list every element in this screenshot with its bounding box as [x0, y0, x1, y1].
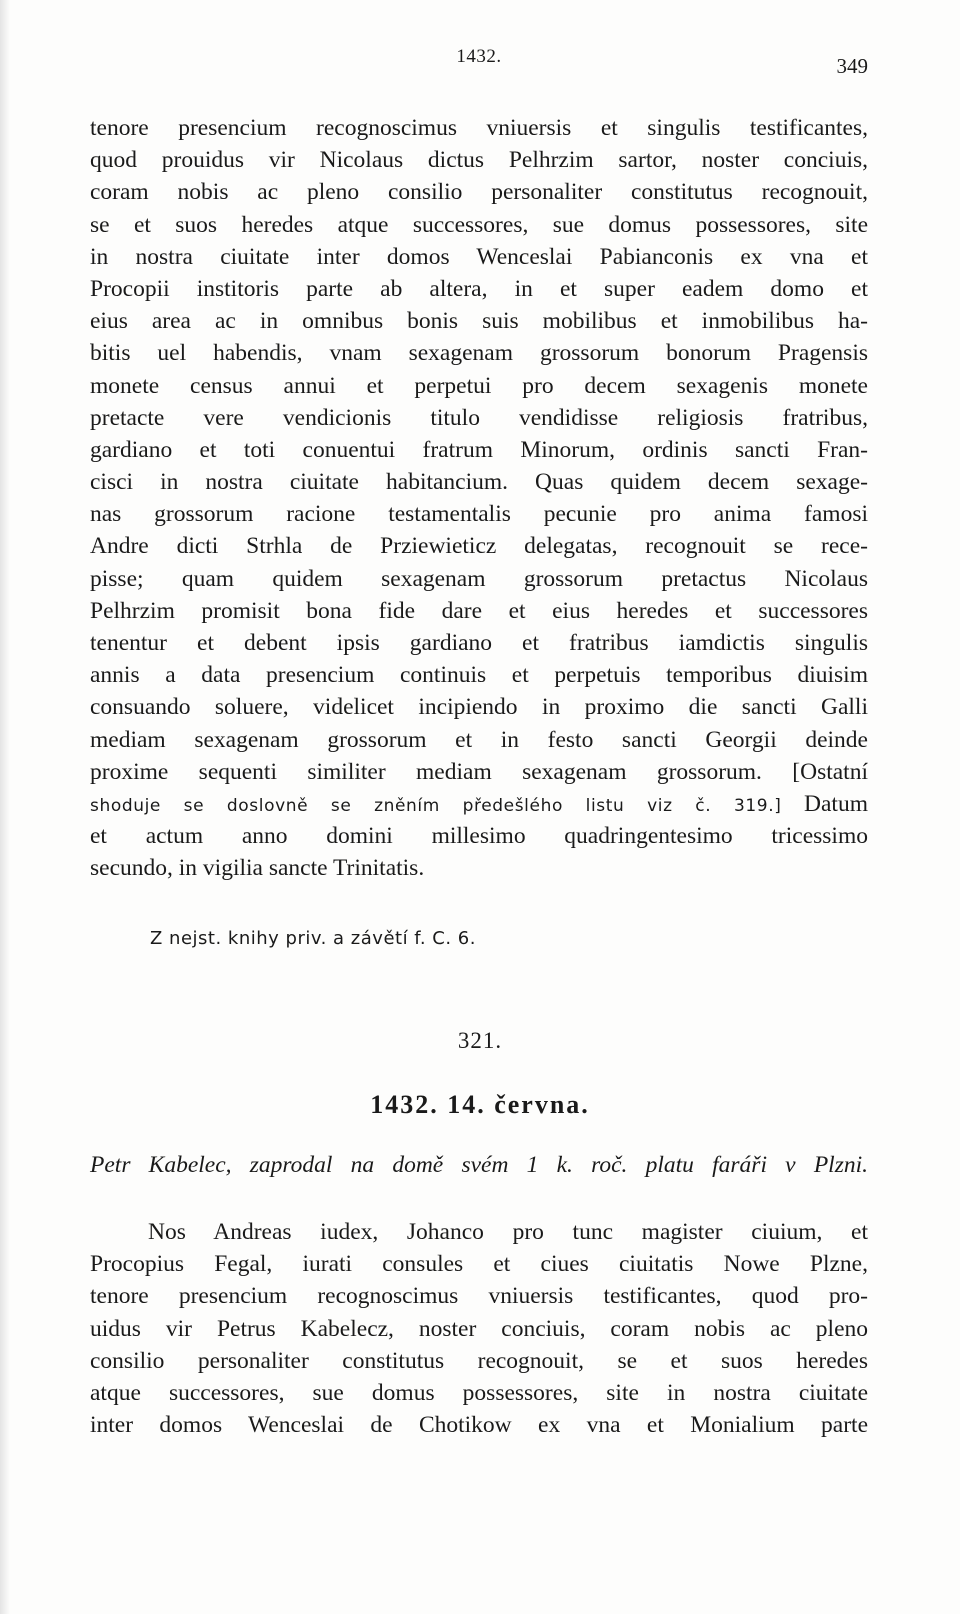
document-320-text: [90, 112, 868, 885]
text-line: secundo, in vigilia sancte Trinitatis.: [90, 855, 425, 882]
page-number: 349: [836, 54, 868, 78]
document-number: 321.: [457, 1028, 503, 1053]
editorial-note: shoduje se doslovně se zněním předešlého listu viz č. 319.]: [90, 795, 782, 816]
text-line: pretacte vere vendicionis titulo vendidisse religiosis fratribus,: [90, 404, 868, 431]
header-year: 1432.: [456, 46, 502, 67]
page-edge-shadow: [0, 0, 10, 1614]
document-321-text: [90, 1216, 868, 1441]
text-line: tenentur et debent ipsis gardiano et fratribus iamdictis singulis: [90, 630, 868, 656]
text-line: inter domos Wenceslai de Chotikow ex vna et Monialium parte: [90, 1412, 868, 1439]
text-line: consuando soluere, videlicet incipiendo in proximo die sancti Galli: [90, 694, 868, 721]
text-line: coram nobis ac pleno consilio personaliter constitutus recognouit,: [90, 179, 868, 206]
text-line: se et suos heredes atque successores, sue domus possessores, site: [90, 211, 868, 238]
text-line: eius area ac in omnibus bonis suis mobilibus et inmobilibus ha-: [90, 308, 868, 335]
text-line: Procopii institoris parte ab altera, in et super eadem domo et: [90, 275, 868, 302]
source-citation: Z nejst. knihy priv. a závětí f. C. 6.: [150, 928, 476, 949]
text-line: cisci in nostra ciuitate habitancium. Quas quidem decem sexage-: [90, 469, 868, 496]
running-header: [90, 46, 868, 86]
text-line: mediam sexagenam grossorum et in festo sancti Georgii deinde: [90, 726, 868, 753]
text-line: gardiano et toti conuentui fratrum Minorum, ordinis sancti Fran-: [90, 436, 868, 463]
text-line: tenore presencium recognoscimus vniuersis et singulis testificantes,: [90, 115, 868, 141]
text-line: quod prouidus vir Nicolaus dictus Pelhrzim sartor, noster conciuis,: [90, 147, 868, 174]
text-line: annis a data presencium continuis et perpetuis temporibus diuisim: [90, 662, 868, 689]
document-date: 1432. 14. června.: [370, 1090, 590, 1119]
text-line: tenore presencium recognoscimus vniuersis testificantes, quod pro-: [90, 1283, 868, 1310]
text-line: in nostra ciuitate inter domos Wenceslai Pabianconis ex vna et: [90, 243, 868, 270]
text-line-with-note: [90, 788, 868, 820]
text-line: consilio personaliter constitutus recognouit, se et suos heredes: [90, 1347, 868, 1374]
text-line: Nos Andreas iudex, Johanco pro tunc magister ciuium, et: [148, 1219, 868, 1245]
text-line: Andre dicti Strhla de Prziewieticz delegatas, recognouit se rece-: [90, 533, 868, 560]
text-line: bitis uel habendis, vnam sexagenam grossorum bonorum Pragensis: [90, 340, 868, 367]
text-line: uidus vir Petrus Kabelecz, noster conciuis, coram nobis ac pleno: [90, 1315, 868, 1342]
text-line: Pelhrzim promisit bona fide dare et eius heredes et successores: [90, 597, 868, 624]
document-summary: Petr Kabelec, zaprodal na domě svém 1 k. roč. platu faráři v Plzni.: [90, 1152, 868, 1178]
text-line: atque successores, sue domus possessores, site in nostra ciuitate: [90, 1379, 868, 1406]
text-line: monete census annui et perpetui pro decem sexagenis monete: [90, 372, 868, 399]
text-fragment: Datum: [804, 790, 868, 817]
text-line: pisse; quam quidem sexagenam grossorum pretactus Nicolaus: [90, 565, 868, 592]
text-line: Procopius Fegal, iurati consules et ciues ciuitatis Nowe Plzne,: [90, 1251, 868, 1278]
text-line: et actum anno domini millesimo quadringentesimo tricessimo: [90, 823, 868, 850]
text-line: proxime sequenti similiter mediam sexagenam grossorum. [Ostatní: [90, 758, 868, 785]
text-line: nas grossorum racione testamentalis pecunie pro anima famosi: [90, 501, 868, 528]
